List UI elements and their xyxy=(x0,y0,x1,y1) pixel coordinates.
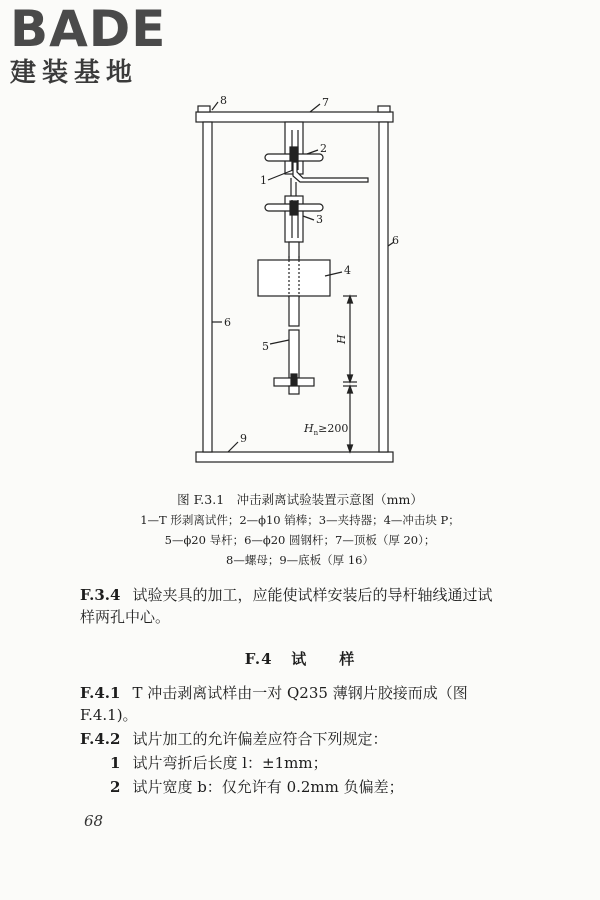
label-5: 5 xyxy=(262,340,269,353)
top-plate xyxy=(196,112,393,122)
clause-number: F.4.2 xyxy=(80,730,121,748)
label-8: 8 xyxy=(220,94,227,107)
label-3: 3 xyxy=(316,213,323,226)
impact-block xyxy=(258,260,330,296)
clause-number: F.4.1 xyxy=(80,684,121,702)
clause-f-4-2 xyxy=(80,728,387,750)
label-6-left: 6 xyxy=(224,316,231,329)
section-heading xyxy=(0,648,600,669)
item-text: 试片弯折后长度 l：±1mm； xyxy=(132,754,328,772)
clause-text: 试片加工的允许偏差应符合下列规定： xyxy=(132,730,388,748)
list-item xyxy=(110,752,328,774)
label-7: 7 xyxy=(322,96,329,109)
logo-subtitle: 建装基地 xyxy=(10,58,139,88)
legend-line-2: 5—ϕ20 导杆；6—ϕ20 圆钢杆；7—顶板（厚 20）； xyxy=(164,533,436,547)
dimension-h0: $H_n\ge 200$ xyxy=(304,422,349,437)
item-number: 1 xyxy=(110,754,121,772)
nut-right xyxy=(378,106,390,112)
label-9: 9 xyxy=(240,432,247,445)
legend-line-1: 1—T 形剥离试件；2—ϕ10 销棒；3—夹持器；4—冲击块 P； xyxy=(140,513,460,527)
steel-rod-right xyxy=(379,122,388,452)
item-number: 2 xyxy=(110,778,121,796)
clause-text: 试验夹具的加工，应能使试样安装后的导杆轴线通过试 xyxy=(132,586,493,604)
clause-number: F.3.4 xyxy=(80,586,121,604)
clause-f-3-4-line-2: 样两孔中心。 xyxy=(80,608,171,626)
section-number: F.4 xyxy=(244,650,273,668)
label-4: 4 xyxy=(344,264,351,277)
t-peel-specimen xyxy=(293,162,368,182)
clause-f-4-1 xyxy=(80,682,468,704)
page-number: 68 xyxy=(84,812,104,830)
logo-wordmark: BADE xyxy=(10,0,167,58)
clause-text: T 冲击剥离试样由一对 Q235 薄钢片胶接而成（图 xyxy=(132,684,468,702)
figure-caption: 图 F.3.1 冲击剥离试验装置示意图（mm） xyxy=(177,492,423,507)
clause-f-4-1-line-2: F.4.1)。 xyxy=(80,706,138,724)
section-title: 试 样 xyxy=(291,650,356,668)
label-6-right: 6 xyxy=(392,234,399,247)
label-1: 1 xyxy=(260,174,267,187)
bottom-plate xyxy=(196,452,393,462)
label-2: 2 xyxy=(320,142,327,155)
dimension-h: H xyxy=(335,334,348,344)
item-text: 试片宽度 b：仅允许有 0.2mm 负偏差； xyxy=(132,778,404,796)
legend-line-3: 8—螺母；9—底板（厚 16） xyxy=(226,553,374,567)
list-item xyxy=(110,776,404,798)
guide-rod xyxy=(289,330,299,378)
nut-left xyxy=(198,106,210,112)
steel-rod-left xyxy=(203,122,212,452)
clause-f-3-4 xyxy=(80,584,492,606)
